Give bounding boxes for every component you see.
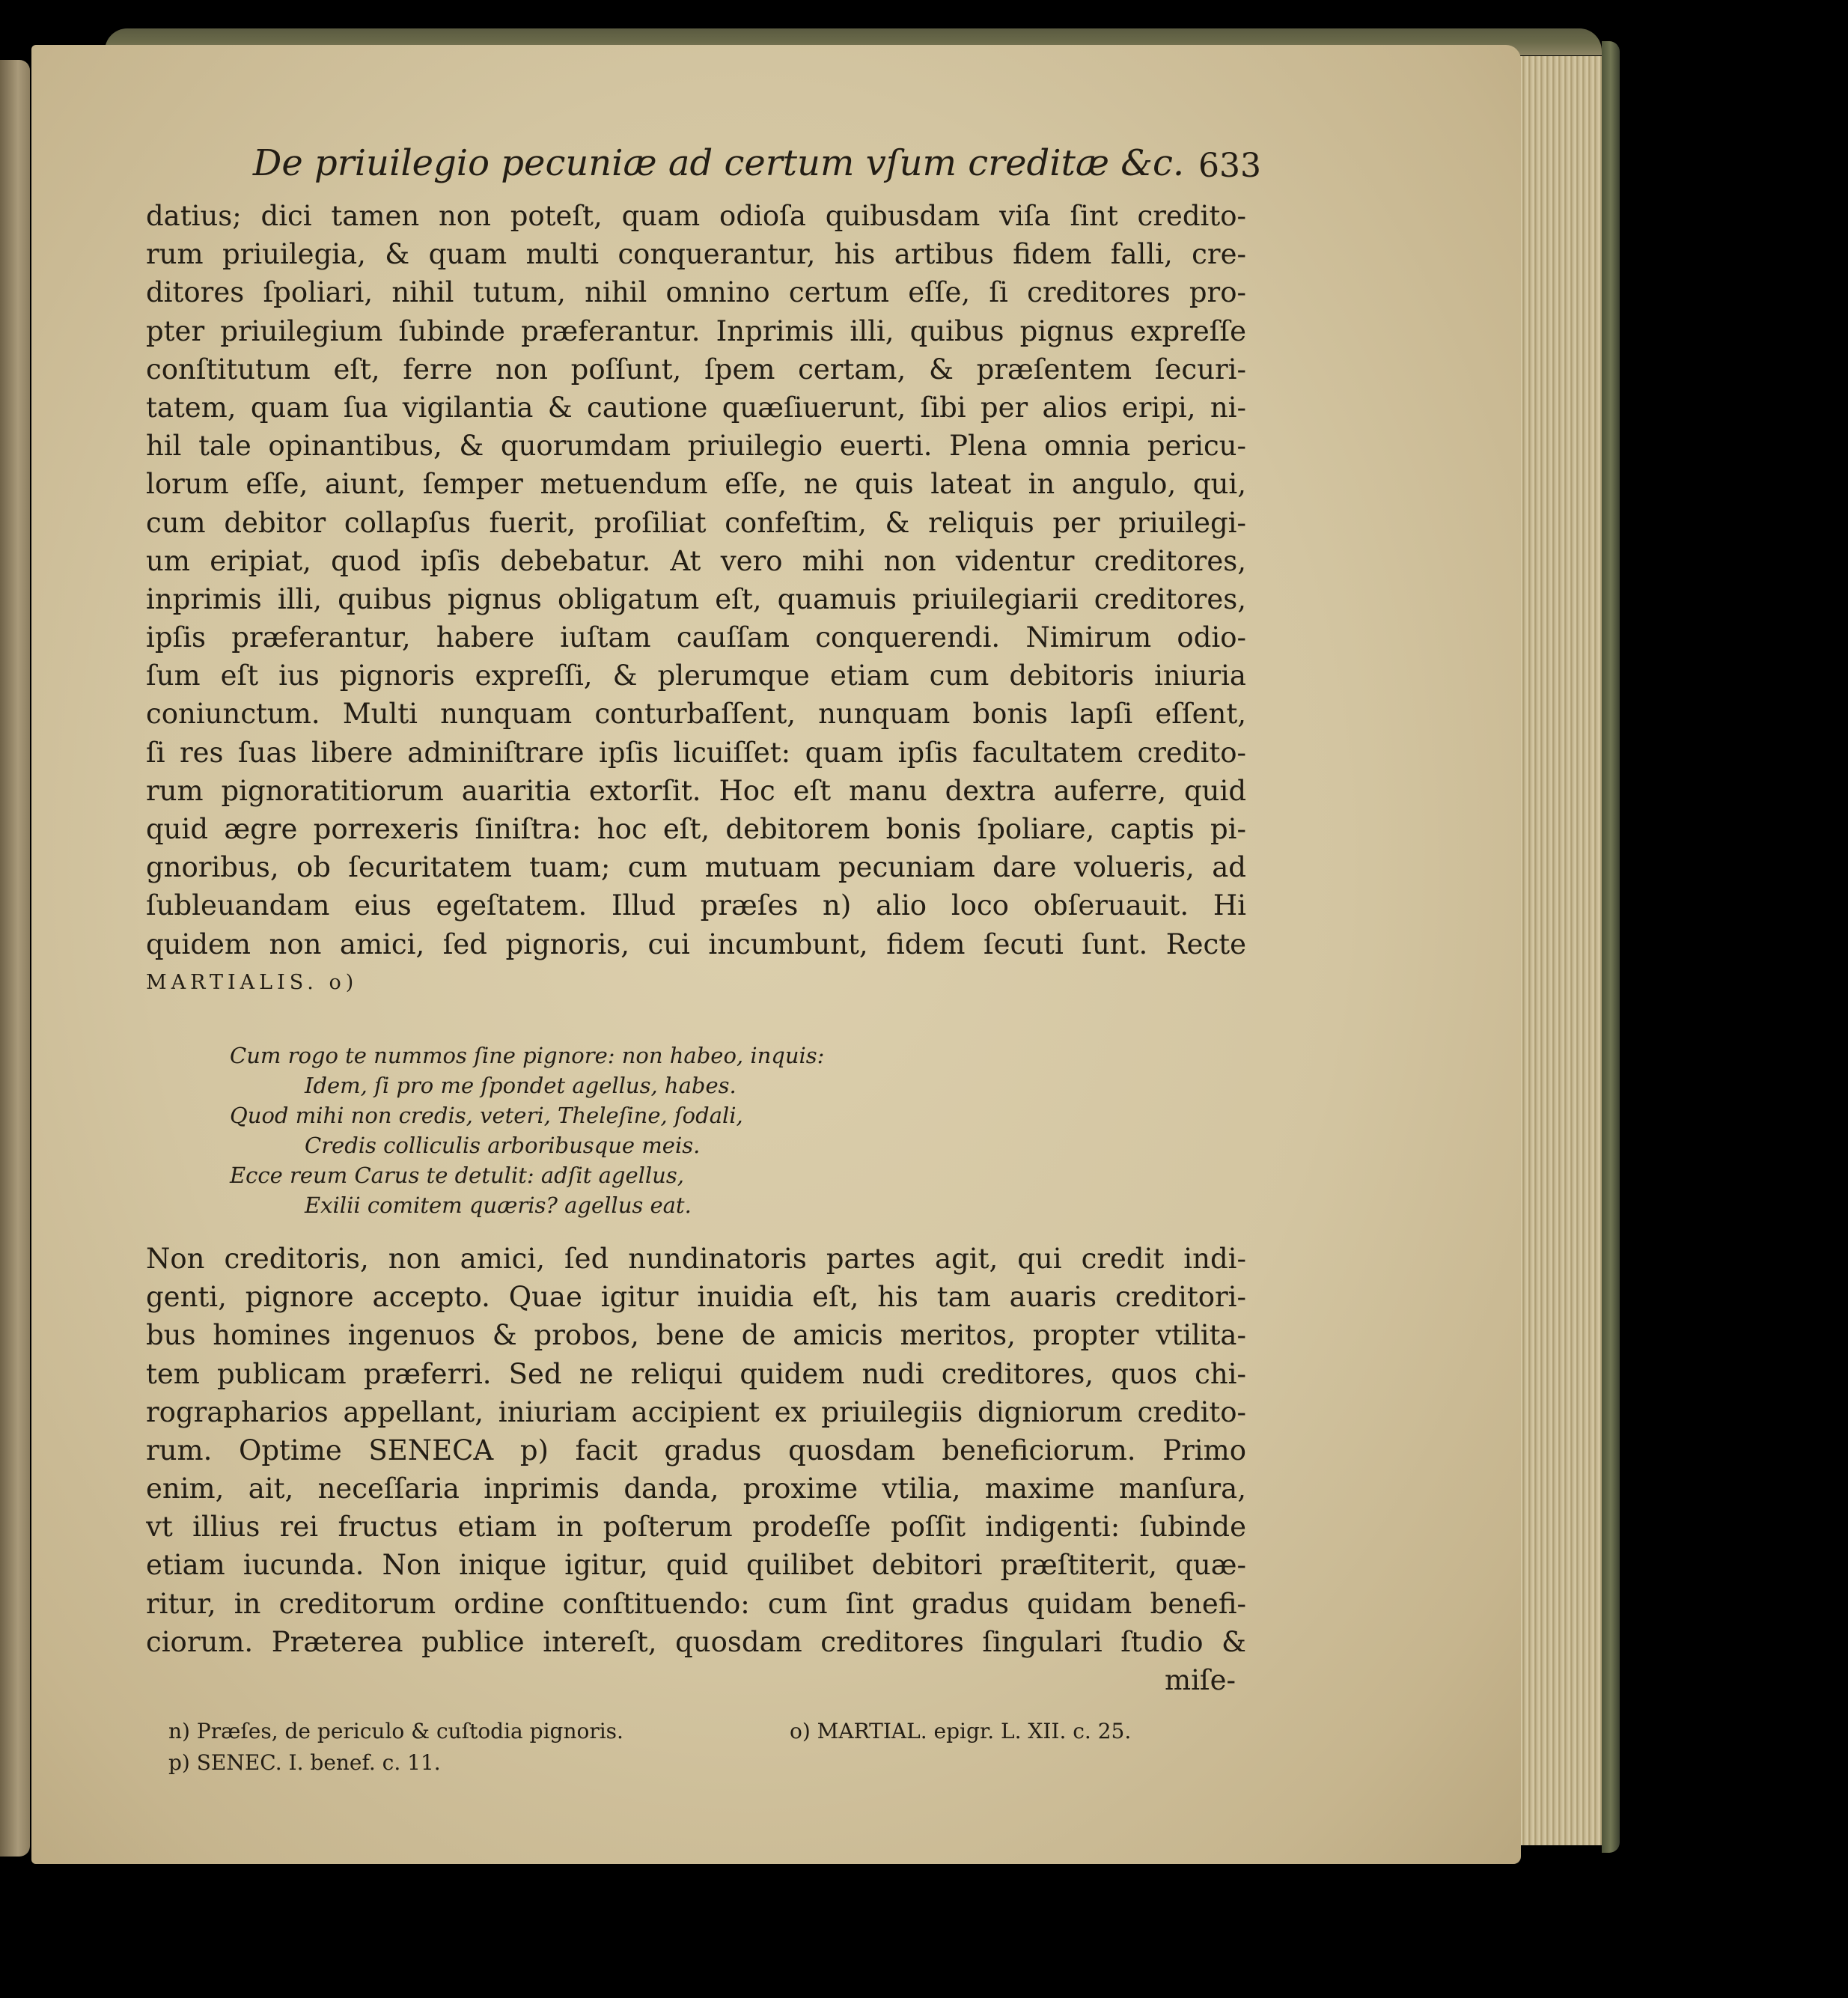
text-line: ciorum. Præterea publice intereſt, quosdam creditores ſingulari ſtudio & [146,1625,1246,1658]
poem-line: Quod mihi non credis, veteri, Theleſine, ſodali, [230,1102,743,1128]
martialis-reference: MARTIALIS. o) [146,970,359,994]
text-line: rographarios appellant, iniuriam accipient ex priuilegiis digniorum credito- [146,1395,1246,1428]
text-line: pter priuilegium ſubinde præferantur. Inprimis illi, quibus pignus expreſſe [146,314,1246,347]
text-line: rum. Optime SENECA p) facit gradus quosdam beneficiorum. Primo [146,1434,1246,1466]
book-cover-edge [1602,41,1620,1853]
body-text-upper [146,197,1246,1002]
text-line: datius; dici tamen non poteſt, quam odioſa quibusdam viſa ſint credito- [146,200,1246,232]
running-head-title: De priuilegio pecuniæ ad certum vſum creditæ &c. [252,142,1185,184]
running-head [146,138,1261,188]
text-line: gnoribus, ob ſecuritatem tuam; cum mutuam pecuniam dare volueris, ad [146,851,1246,884]
page-content [146,138,1261,1779]
text-line: tatem, quam ſua vigilantia & cautione quæſiuerunt, ſibi per alios eripi, ni- [146,391,1246,424]
text-line: etiam iucunda. Non inique igitur, quid quilibet debitori præſtiterit, quæ- [146,1549,1246,1582]
footnote-n: n) Præſes, de periculo & cuſtodia pignoris. [168,1719,623,1743]
text-line: vt illius rei fructus etiam in poſterum prodeſſe poſſit indigenti: ſubinde [146,1511,1246,1544]
body-text-lower [146,1240,1246,1699]
poem-line: Credis colliculis arboribusque meis. [305,1132,701,1158]
poem-line: Cum rogo te nummos ſine pignore: non habeo, inquis: [230,1042,825,1068]
footnote-o: o) MARTIAL. epigr. L. XII. c. 25. [790,1719,1132,1743]
martial-epigram-quotation [230,1041,1246,1220]
footnote-p: p) SENEC. I. benef. c. 11. [168,1750,441,1775]
text-line: ipſis præferantur, habere iuſtam cauſſam conquerendi. Nimirum odio- [146,621,1246,654]
text-line: cum debitor collapſus fuerit, proſiliat confeſtim, & reliquis per priuilegi- [146,506,1246,539]
text-line: hil tale opinantibus, & quorumdam priuilegio euerti. Plena omnia pericu- [146,430,1246,463]
text-line: rum pignoratitiorum auaritia extorſit. Hoc eſt manu dextra auferre, quid [146,774,1246,807]
text-line: ſum eſt ius pignoris expreſſi, & plerumque etiam cum debitoris iniuria [146,660,1246,692]
poem-line: Exilii comitem quæris? agellus eat. [305,1192,692,1218]
text-line: enim, ait, neceſſaria inprimis danda, proxime vtilia, maxime manſura, [146,1472,1246,1505]
text-line: quidem non amici, ſed pignoris, cui incumbunt, fidem ſecuti ſunt. Recte [146,928,1246,960]
text-line: quid ægre porrexeris ſiniſtra: hoc eſt, debitorem bonis ſpoliare, captis pi- [146,813,1246,845]
text-line: bus homines ingenuos & probos, bene de amicis meritos, propter vtilita- [146,1319,1246,1352]
text-line: ſubleuandam eius egeſtatem. Illud præſes n) alio loco obſeruauit. Hi [146,889,1246,922]
facing-page-edge [0,60,30,1857]
text-line: rum priuilegia, & quam multi conquerantur, his artibus fidem falli, cre- [146,238,1246,271]
text-line: tem publicam præferri. Sed ne reliqui quidem nudi creditores, quos chi- [146,1357,1246,1390]
page-number: 633 [1198,147,1261,185]
footnote-row [146,1747,1246,1779]
text-line: ritur, in creditorum ordine conſtituendo: cum ſint gradus quidam benefi- [146,1587,1246,1620]
text-line: conſtitutum eſt, ferre non poſſunt, ſpem certam, & præſentem ſecuri- [146,353,1246,386]
footnote-row [146,1716,1246,1747]
footnotes [146,1716,1246,1779]
poem-line: Idem, ſi pro me ſpondet agellus, habes. [305,1072,737,1098]
text-line: genti, pignore accepto. Quae igitur inuidia eſt, his tam auaris creditori- [146,1281,1246,1314]
text-line: Non creditoris, non amici, ſed nundinatoris partes agit, qui credit indi- [146,1242,1246,1275]
poem-line: Ecce reum Carus te detulit: adſit agellus, [230,1162,684,1188]
text-line: ditores ſpoliari, nihil tutum, nihil omnino certum eſſe, ſi creditores pro- [146,276,1246,309]
text-line: coniunctum. Multi nunquam conturbaſſent, nunquam bonis lapſi eſſent, [146,698,1246,731]
text-line: ſi res ſuas libere adminiſtrare ipſis licuiſſet: quam ipſis facultatem credito- [146,736,1246,769]
text-line: um eripiat, quod ipſis debebatur. At vero mihi non videntur creditores, [146,544,1246,577]
text-line: lorum eſſe, aiunt, ſemper metuendum eſſe, ne quis lateat in angulo, qui, [146,468,1246,501]
catchword: miſe- [1164,1664,1236,1696]
text-line: inprimis illi, quibus pignus obligatum eſt, quamuis priuilegiarii creditores, [146,582,1246,615]
